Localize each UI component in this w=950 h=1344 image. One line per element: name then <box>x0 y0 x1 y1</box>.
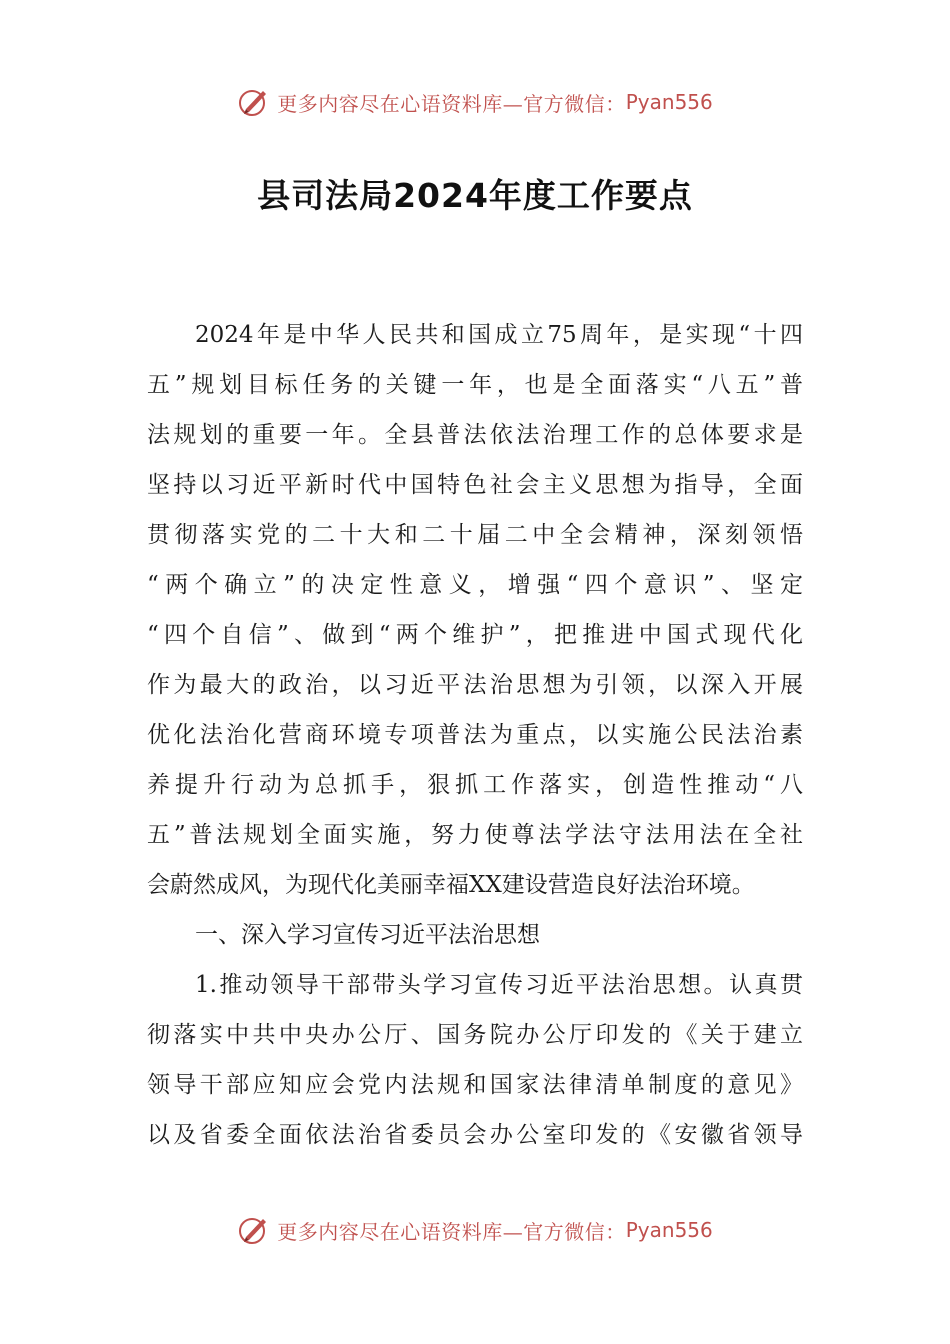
paragraph-line: 优化法治化营商环境专项普法为重点，以实施公民法治素 <box>147 722 803 748</box>
paragraph-line: 法规划的重要一年。全县普法依法治理工作的总体要求是 <box>147 422 803 448</box>
paragraph-line: 2024年是中华人民共和国成立75周年，是实现“十四 <box>195 322 803 348</box>
paragraph-line: 五”规划目标任务的关键一年，也是全面落实“八五”普 <box>147 372 803 398</box>
paragraph-line: 会蔚然成风，为现代化美丽幸福XX建设营造良好法治环境。 <box>147 872 755 898</box>
paragraph-line: 1.推动领导干部带头学习宣传习近平法治思想。认真贯 <box>195 972 803 998</box>
paragraph-line: 坚持以习近平新时代中国特色社会主义思想为指导，全面 <box>147 472 803 498</box>
paragraph-line: 五”普法规划全面实施，努力使尊法学法守法用法在全社 <box>147 822 803 848</box>
paragraph-line: 以及省委全面依法治省委员会办公室印发的《安徽省领导 <box>147 1122 803 1148</box>
footer-banner <box>0 1210 950 1250</box>
pen-logo-icon <box>237 1213 271 1247</box>
section-heading: 一、深入学习宣传习近平法治思想 <box>195 922 540 948</box>
paragraph-line: “四个自信”、做到“两个维护”，把推进中国式现代化 <box>147 622 803 648</box>
paragraph-line: 作为最大的政治，以习近平法治思想为引领，以深入开展 <box>147 672 803 698</box>
header-banner <box>0 82 950 122</box>
banner-text: 更多内容尽在心语资料库—官方微信： <box>277 1219 626 1244</box>
document-title: 县司法局2024年度工作要点 <box>257 176 693 215</box>
pen-logo-icon <box>237 85 271 119</box>
banner-text: 更多内容尽在心语资料库—官方微信： <box>277 91 626 116</box>
paragraph-line: 彻落实中共中央办公厅、国务院办公厅印发的《关于建立 <box>147 1022 803 1048</box>
document-body <box>147 310 803 1160</box>
banner-contact: Pyan556 <box>625 1218 713 1242</box>
paragraph-line: 养提升行动为总抓手，狠抓工作落实，创造性推动“八 <box>147 772 803 798</box>
paragraph-line: 领导干部应知应会党内法规和国家法律清单制度的意见》 <box>147 1072 803 1098</box>
banner-contact: Pyan556 <box>625 90 713 114</box>
paragraph-line: “两个确立”的决定性意义，增强“四个意识”、坚定 <box>147 572 803 598</box>
paragraph-line: 贯彻落实党的二十大和二十届二中全会精神，深刻领悟 <box>147 522 803 548</box>
